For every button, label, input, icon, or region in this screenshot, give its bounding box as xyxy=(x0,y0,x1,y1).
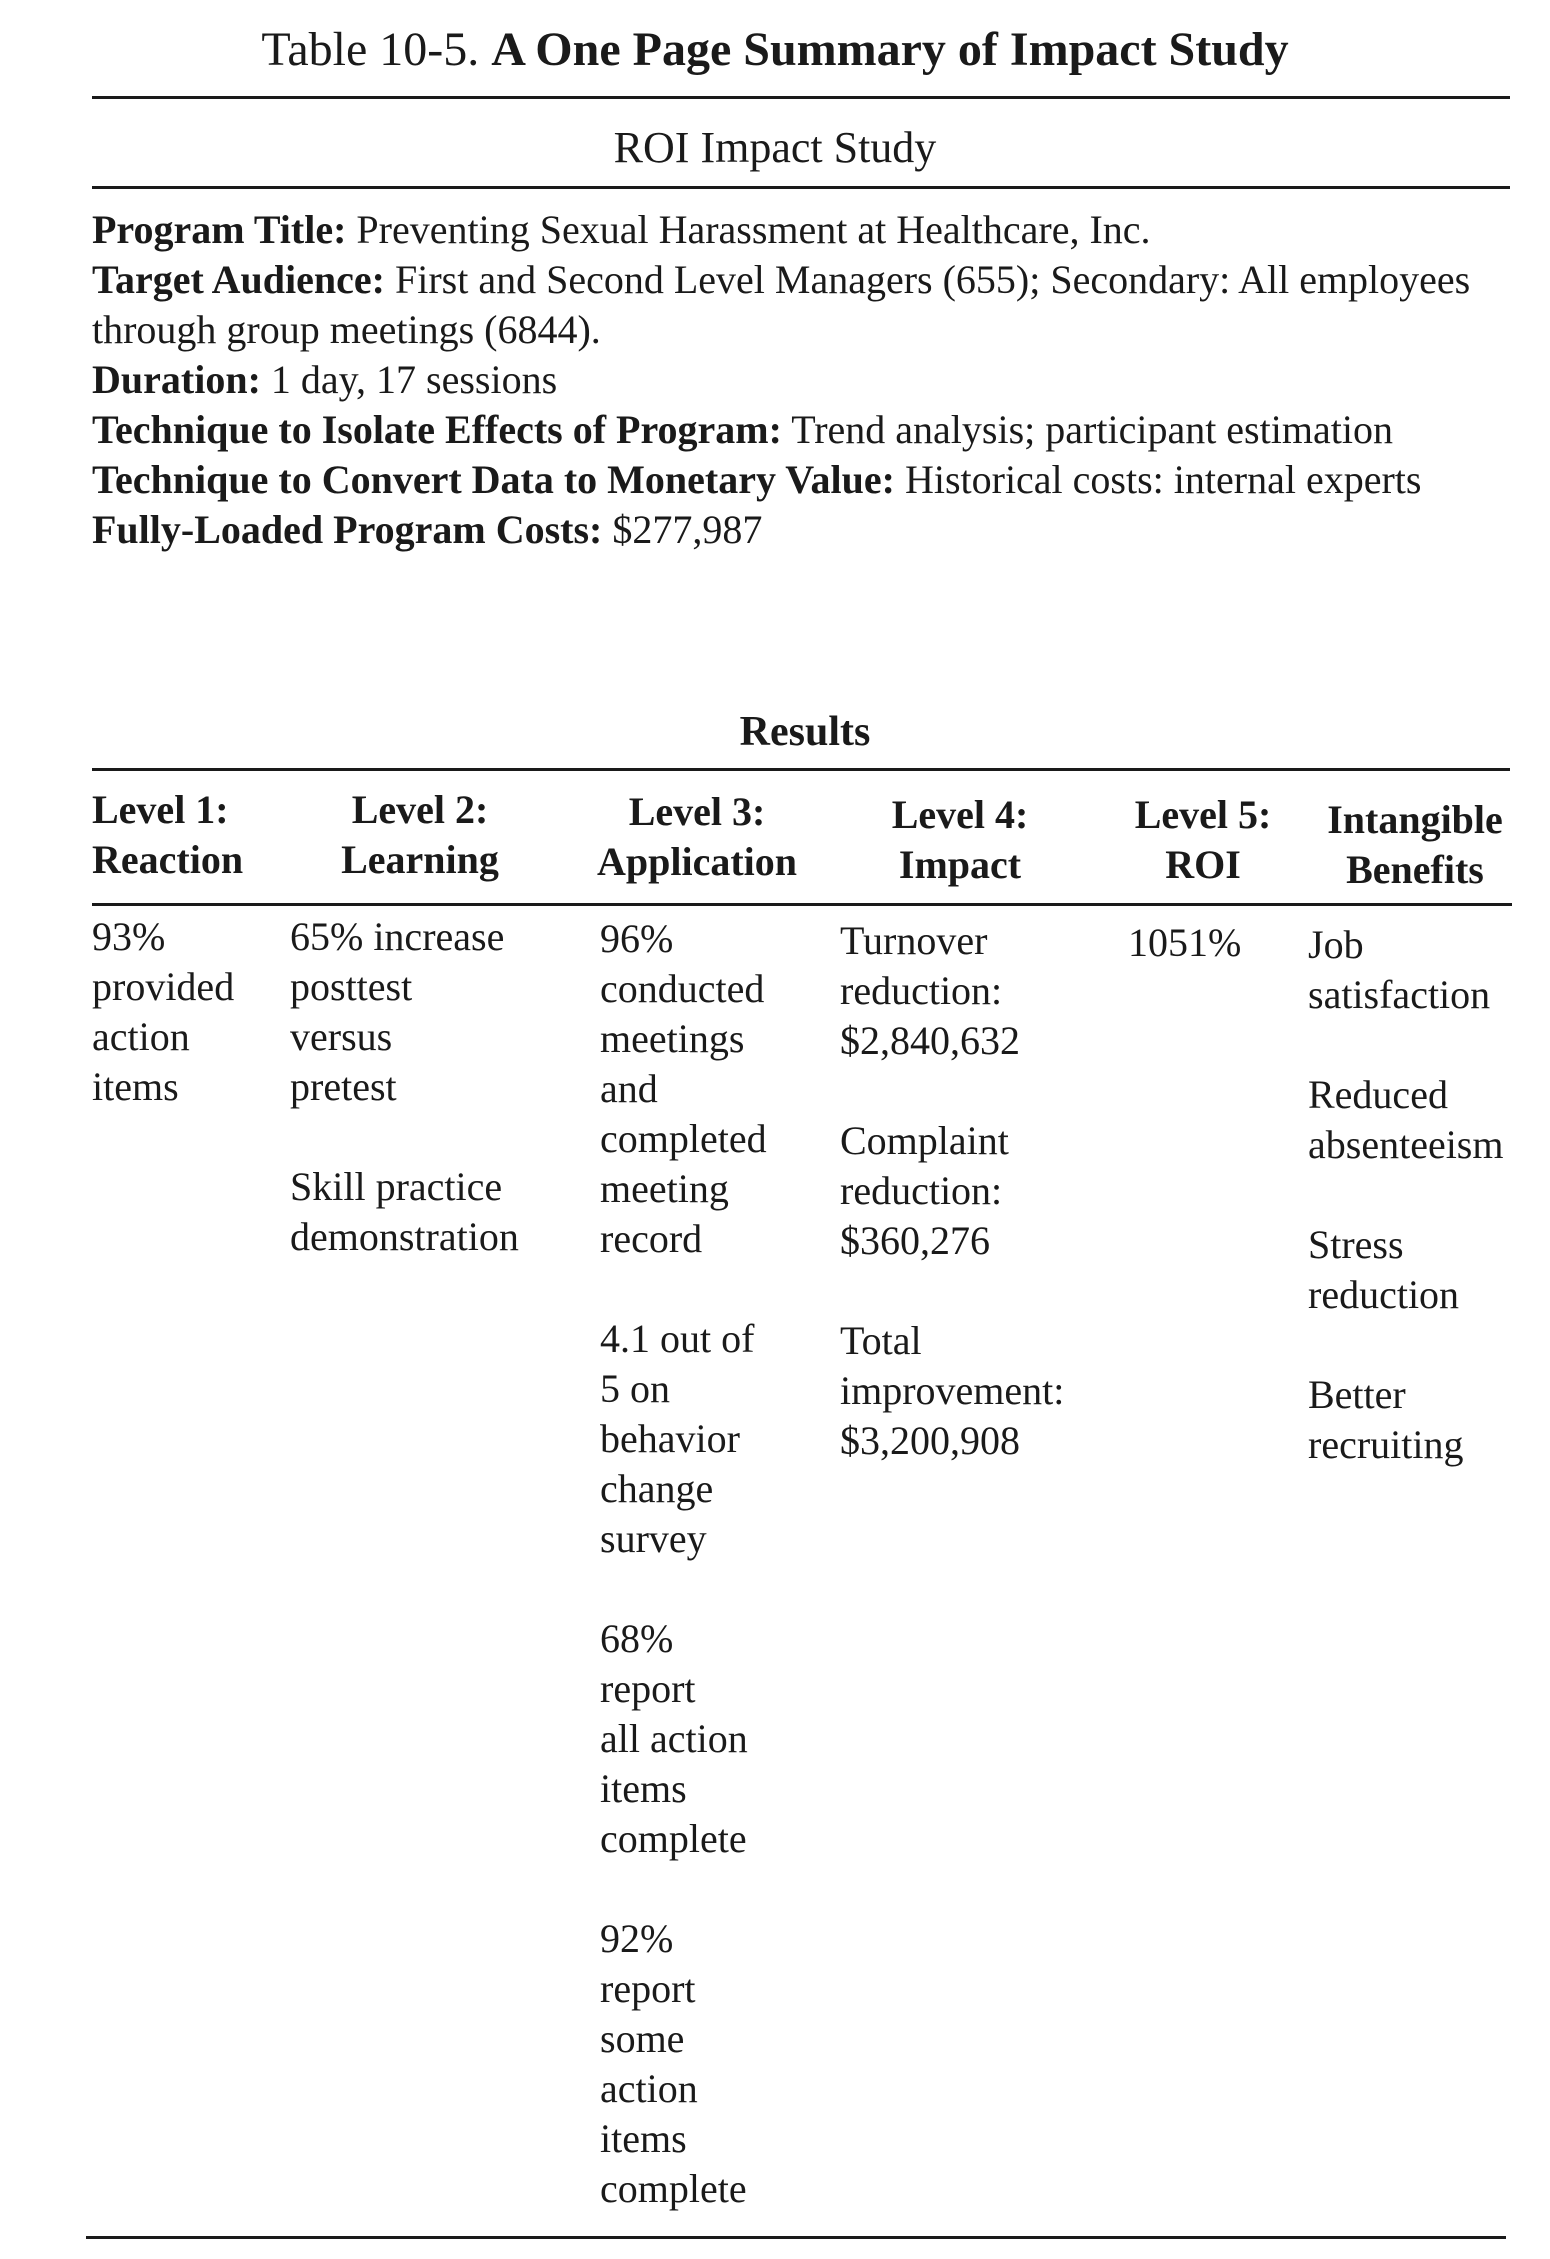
result-item-line: Better xyxy=(1308,1372,1406,1417)
header-level-2 xyxy=(290,785,550,885)
result-item-line: 65% increase xyxy=(290,914,505,959)
isolate-technique-value: Trend analysis; participant estimation xyxy=(791,407,1393,452)
result-item-line: Job xyxy=(1308,922,1364,967)
result-item-line: absenteeism xyxy=(1308,1122,1504,1167)
result-item-line: demonstration xyxy=(290,1214,519,1259)
result-item-line: all action xyxy=(600,1716,748,1761)
convert-technique-label: Technique to Convert Data to Monetary Value: xyxy=(92,457,895,502)
header-intangible-line1: Intangible xyxy=(1327,797,1503,842)
result-item-line: items xyxy=(92,1064,179,1109)
header-level-4 xyxy=(860,790,1060,890)
results-top-rule xyxy=(92,768,1510,771)
header-level-3 xyxy=(582,787,812,887)
result-item-line: 68% xyxy=(600,1616,674,1661)
result-item xyxy=(600,1614,830,1864)
result-item xyxy=(840,916,1100,1066)
result-item xyxy=(840,1116,1100,1266)
result-item xyxy=(1308,920,1528,1020)
target-audience-value: First and Second Level Managers (655); Secondary: All employees through group meetings (6844). xyxy=(92,257,1471,352)
header-intangible xyxy=(1310,795,1520,895)
header-bottom-rule xyxy=(92,903,1512,906)
table-caption xyxy=(0,22,1550,77)
result-item-line: Reduced xyxy=(1308,1072,1448,1117)
result-item-line: meetings xyxy=(600,1016,745,1061)
duration-value: 1 day, 17 sessions xyxy=(270,357,558,402)
result-item xyxy=(1308,1370,1528,1470)
result-item-line: posttest xyxy=(290,964,413,1009)
result-item xyxy=(600,1314,830,1564)
result-item xyxy=(600,914,830,1264)
header-level-2-line2: Learning xyxy=(341,837,499,882)
col-level-1 xyxy=(92,912,272,1112)
program-title-label: Program Title: xyxy=(92,207,347,252)
duration-label: Duration: xyxy=(92,357,261,402)
isolate-technique-label: Technique to Isolate Effects of Program: xyxy=(92,407,782,452)
program-info xyxy=(92,205,1472,555)
result-item-line: pretest xyxy=(290,1064,397,1109)
result-item-line: Turnover xyxy=(840,918,988,963)
convert-technique-value: Historical costs: internal experts xyxy=(904,457,1422,502)
col-level-4 xyxy=(840,916,1100,1466)
header-level-5 xyxy=(1118,790,1288,890)
result-item-line: action xyxy=(600,2066,698,2111)
result-item-line: $2,840,632 xyxy=(840,1018,1020,1063)
header-level-5-line1: Level 5: xyxy=(1134,792,1272,837)
result-item-line: and xyxy=(600,1066,658,1111)
result-item-line: 92% xyxy=(600,1916,674,1961)
target-audience-row xyxy=(92,255,1472,355)
header-level-4-line2: Impact xyxy=(898,842,1022,887)
result-item-line: 1051% xyxy=(1128,920,1242,965)
result-item-line: 96% xyxy=(600,916,674,961)
result-item-line: survey xyxy=(600,1516,707,1561)
header-level-3-line2: Application xyxy=(596,839,798,884)
target-audience-label: Target Audience: xyxy=(92,257,385,302)
header-level-5-line2: ROI xyxy=(1165,842,1241,887)
result-item-line: Stress xyxy=(1308,1222,1404,1267)
caption-label: Table 10-5. xyxy=(261,23,480,76)
result-item-line: Skill practice xyxy=(290,1164,503,1209)
result-item-line: some xyxy=(600,2016,685,2061)
study-title: ROI Impact Study xyxy=(613,123,937,172)
program-costs-row xyxy=(92,505,1472,555)
col-intangible xyxy=(1308,920,1528,1470)
header-level-2-line1: Level 2: xyxy=(351,787,489,832)
result-item-line: 4.1 out of xyxy=(600,1316,755,1361)
duration-row xyxy=(92,355,1472,405)
header-level-4-line1: Level 4: xyxy=(891,792,1029,837)
result-item xyxy=(1128,918,1278,968)
result-item-line: complete xyxy=(600,1816,747,1861)
result-item-line: provided xyxy=(92,964,235,1009)
program-costs-value: $277,987 xyxy=(612,507,763,552)
caption-title: A One Page Summary of Impact Study xyxy=(491,23,1289,76)
result-item-line: items xyxy=(600,1766,687,1811)
header-level-1-line1: Level 1: xyxy=(92,787,229,832)
result-item-line: complete xyxy=(600,2166,747,2211)
result-item-line: improvement: xyxy=(840,1368,1065,1413)
results-title: Results xyxy=(739,709,871,755)
result-item xyxy=(840,1316,1100,1466)
convert-technique-row xyxy=(92,455,1472,505)
result-item-line: Complaint xyxy=(840,1118,1009,1163)
header-intangible-line2: Benefits xyxy=(1346,847,1484,892)
result-item-line: Total xyxy=(840,1318,922,1363)
result-item xyxy=(290,1162,570,1262)
result-item-line: completed xyxy=(600,1116,767,1161)
program-title-row xyxy=(92,205,1472,255)
col-level-2 xyxy=(290,912,570,1262)
top-rule xyxy=(92,96,1510,99)
result-item-line: 93% xyxy=(92,914,166,959)
result-item-line: behavior xyxy=(600,1416,740,1461)
result-item-line: items xyxy=(600,2116,687,2161)
result-item-line: reduction xyxy=(1308,1272,1460,1317)
result-item-line: versus xyxy=(290,1014,393,1059)
result-item-line: change xyxy=(600,1466,714,1511)
program-title-value: Preventing Sexual Harassment at Healthcare, Inc. xyxy=(356,207,1151,252)
result-item-line: report xyxy=(600,1666,696,1711)
study-title-rule xyxy=(92,186,1510,189)
result-item-line: meeting xyxy=(600,1166,729,1211)
result-item-line: reduction: xyxy=(840,1168,1003,1213)
result-item xyxy=(1308,1220,1528,1320)
isolate-technique-row xyxy=(92,405,1472,455)
result-item-line: reduction: xyxy=(840,968,1003,1013)
result-item-line: record xyxy=(600,1216,703,1261)
result-item-line: action xyxy=(92,1014,190,1059)
result-item xyxy=(600,1914,830,2214)
col-level-5 xyxy=(1128,918,1278,968)
header-level-1 xyxy=(92,785,243,885)
result-item-line: recruiting xyxy=(1308,1422,1464,1467)
result-item xyxy=(92,912,272,1112)
header-level-3-line1: Level 3: xyxy=(628,789,766,834)
result-item-line: satisfaction xyxy=(1308,972,1491,1017)
result-item-line: 5 on xyxy=(600,1366,670,1411)
result-item-line: $360,276 xyxy=(840,1218,990,1263)
program-costs-label: Fully-Loaded Program Costs: xyxy=(92,507,603,552)
col-level-3 xyxy=(600,914,830,2214)
result-item xyxy=(290,912,570,1112)
result-item-line: report xyxy=(600,1966,696,2011)
result-item-line: conducted xyxy=(600,966,765,1011)
header-level-1-line2: Reaction xyxy=(92,837,244,882)
result-item-line: $3,200,908 xyxy=(840,1418,1020,1463)
table-bottom-rule xyxy=(86,2236,1506,2239)
result-item xyxy=(1308,1070,1528,1170)
